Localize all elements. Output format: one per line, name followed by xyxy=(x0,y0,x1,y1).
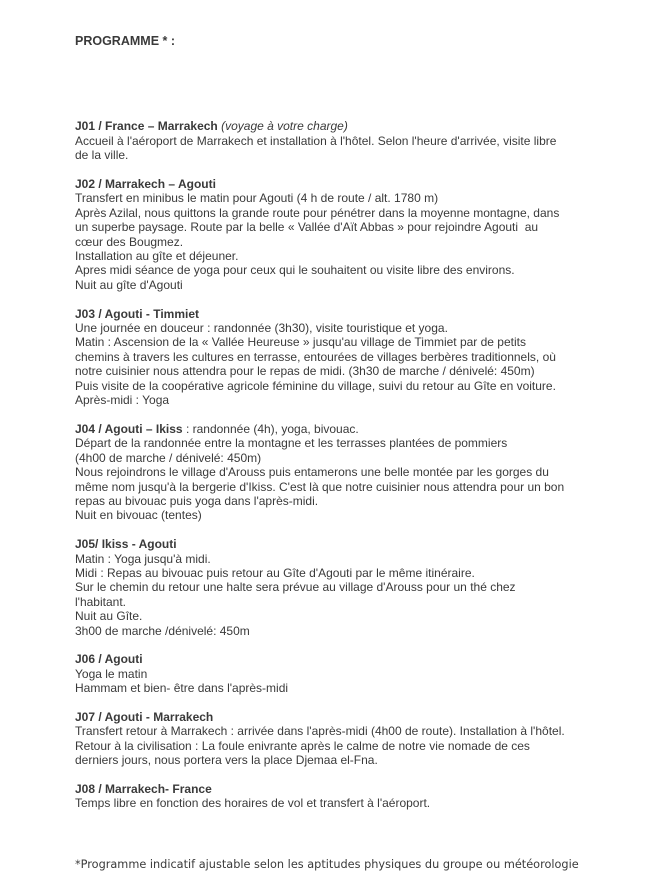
day-heading-bold: J07 / Agouti - Marrakech xyxy=(75,709,214,724)
day-heading xyxy=(75,710,600,724)
body-line: Puis visite de la coopérative agricole féminine du village, suivi du retour au Gîte en voiture. xyxy=(75,378,556,393)
body-line: derniers jours, nous portera vers la place Djemaa el-Fna. xyxy=(75,753,378,768)
body-line: 3h00 de marche /dénivelé: 450m xyxy=(75,623,250,638)
body-line: chemins à travers les cultures en terrasse, entourées de villages berbères traditionnels, où xyxy=(75,349,556,364)
body-line: Installation au gîte et déjeuner. xyxy=(75,249,239,264)
body-line: Apres midi séance de yoga pour ceux qui le souhaitent ou visite libre des environs. xyxy=(75,263,515,278)
day-section-j02 xyxy=(75,177,600,292)
body-line: Temps libre en fonction des horaires de vol et transfert à l'aéroport. xyxy=(75,796,431,811)
body-line: de la ville. xyxy=(75,148,129,163)
day-heading-bold: J08 / Marrakech- France xyxy=(75,781,212,796)
body-line: Après Azilal, nous quittons la grande route pour pénétrer dans la moyenne montagne, dans xyxy=(75,205,560,220)
body-line: Départ de la randonnée entre la montagne et les terrasses plantées de pommiers xyxy=(75,436,508,451)
body-line: cœur des Bougmez. xyxy=(75,234,184,249)
day-heading xyxy=(75,652,600,666)
body-line: Matin : Yoga jusqu'à midi. xyxy=(75,551,211,566)
day-heading-bold: J01 / France – Marrakech xyxy=(75,119,218,134)
body-line: notre cuisinier nous attendra pour le repas de midi. (3h30 de marche / dénivelé: 450m) xyxy=(75,364,535,379)
body-line: Une journée en douceur : randonnée (3h30), visite touristique et yoga. xyxy=(75,321,448,336)
day-section-j06 xyxy=(75,652,600,695)
body-line: Sur le chemin du retour une halte sera prévue au village d'Arouss pour un thé chez xyxy=(75,580,516,595)
day-heading-normal: : randonnée (4h), yoga, bivouac. xyxy=(182,421,359,436)
body-line: Yoga le matin xyxy=(75,666,148,681)
body-line: Nous rejoindrons le village d'Arouss puis entamerons une belle montée par les gorges du xyxy=(75,465,549,480)
day-heading-bold: J06 / Agouti xyxy=(75,652,143,667)
day-heading xyxy=(75,537,600,551)
day-heading xyxy=(75,307,600,321)
day-section-j07 xyxy=(75,710,600,768)
day-section-j04 xyxy=(75,422,600,523)
day-heading-italic: (voyage à votre charge) xyxy=(217,119,348,134)
body-line: Hammam et bien- être dans l'après-midi xyxy=(75,681,289,696)
day-heading-bold: J05/ Ikiss - Agouti xyxy=(75,537,177,552)
body-line: repas au bivouac puis yoga dans l'après-midi. xyxy=(75,493,319,508)
body-line: même nom jusqu'à la bergerie d'Ikiss. C'est là que notre cuisinier nous attendra pour un bon xyxy=(75,479,565,494)
body-line: Après-midi : Yoga xyxy=(75,393,170,408)
day-heading xyxy=(75,782,600,796)
body-line: Transfert en minibus le matin pour Agouti (4 h de route / alt. 1780 m) xyxy=(75,191,439,206)
body-line: l'habitant. xyxy=(75,594,126,609)
body-line: Nuit en bivouac (tentes) xyxy=(75,508,202,523)
body-line: Nuit au Gîte. xyxy=(75,609,143,624)
body-line: Nuit au gîte d'Agouti xyxy=(75,277,183,292)
body-line: (4h00 de marche / dénivelé: 450m) xyxy=(75,450,262,465)
day-heading-bold: J02 / Marrakech – Agouti xyxy=(75,177,216,192)
body-line: Accueil à l'aéroport de Marrakech et installation à l'hôtel. Selon l'heure d'arrivée, visite libre xyxy=(75,133,557,148)
program-sections xyxy=(75,119,600,810)
day-section-j03 xyxy=(75,307,600,408)
body-line: Midi : Repas au bivouac puis retour au Gîte d'Agouti par le même itinéraire. xyxy=(75,565,475,580)
body-line: Transfert retour à Marrakech : arrivée dans l'après-midi (4h00 de route). Installation à l'hôtel. xyxy=(75,724,565,739)
document-title: PROGRAMME * : xyxy=(75,34,175,48)
footnote-text: *Programme indicatif ajustable selon les aptitudes physiques du groupe ou météorologie xyxy=(75,857,579,871)
day-heading-bold: J04 / Agouti – Ikiss xyxy=(75,421,183,436)
day-section-j01 xyxy=(75,119,600,162)
day-section-j05 xyxy=(75,537,600,638)
body-line: Retour à la civilisation : La foule enivrante après le calme de notre vie nomade de ces xyxy=(75,738,530,753)
day-heading xyxy=(75,422,600,436)
day-section-j08 xyxy=(75,782,600,811)
day-heading-bold: J03 / Agouti - Timmiet xyxy=(75,306,200,321)
body-line: un superbe paysage. Route par la belle « Vallée d'Aït Abbas » pour rejoindre Agouti au xyxy=(75,220,539,235)
day-heading xyxy=(75,177,600,191)
document-content xyxy=(75,34,600,872)
body-line: Matin : Ascension de la « Vallée Heureuse » jusqu'au village de Timmiet par de petits xyxy=(75,335,526,350)
day-heading xyxy=(75,119,600,133)
